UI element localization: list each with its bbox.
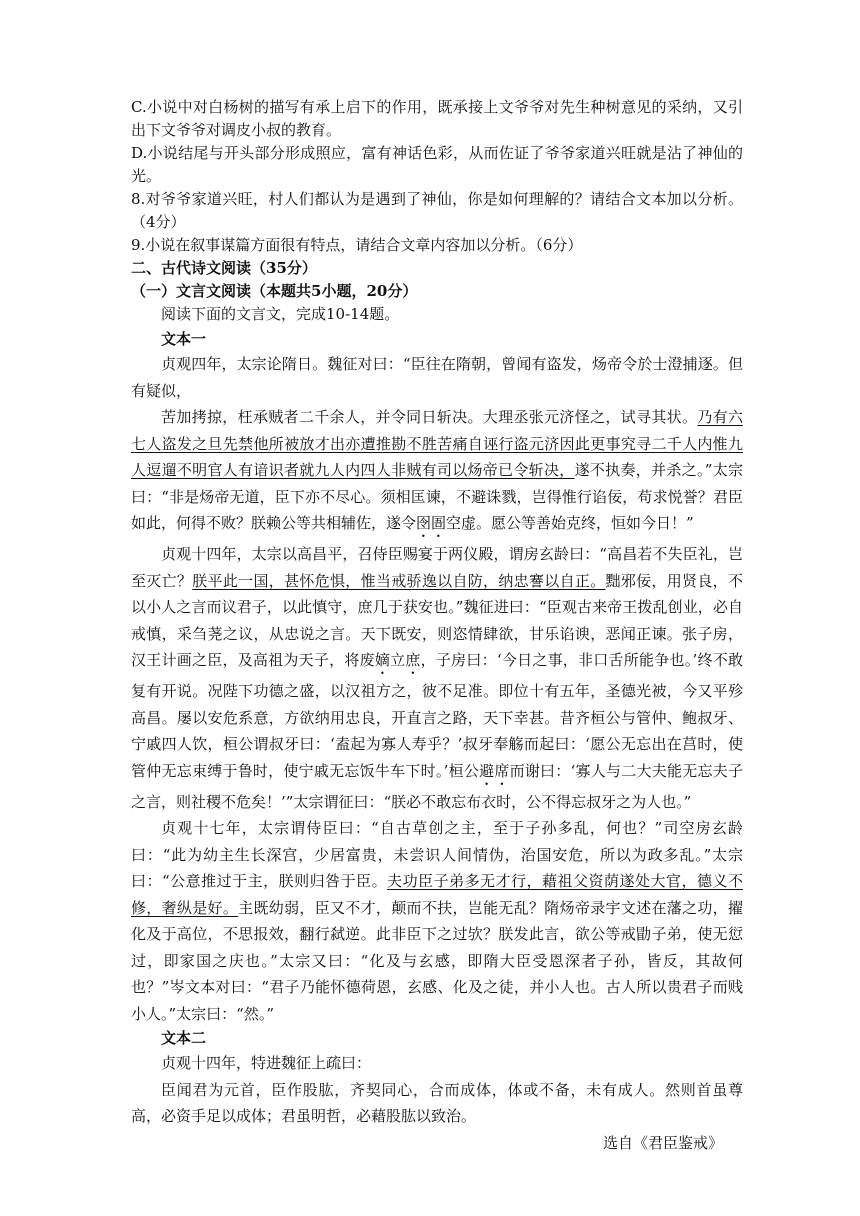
underlined-sentence-2: 朕平此一国，甚怀危惧，惟当戒骄逸以自防，纳忠謇以自正。 xyxy=(192,571,606,590)
subsection-heading: （一）文言文阅读（本题共5小题，20分） xyxy=(131,282,418,300)
dotted-word-di: 嫡 xyxy=(374,651,391,669)
text2-title: 文本二 xyxy=(161,1029,207,1047)
underlined-sentence-3: 夫功臣子弟多无才行，藉祖父资荫遂处大官，德义不修，奢纵是好。 xyxy=(131,872,743,917)
text1-p2-b: 遂不执奏，并杀之。”太宗曰：“非是炀帝无道，臣下亦不尽心。须相匡谏，不避诛戮，岂得惟行谄佞，苟求悦誉？君臣如此，何得不败？朕赖公等共相辅佐，遂令 xyxy=(131,461,743,532)
source-citation: 选自《君臣鉴戒》 xyxy=(602,1133,723,1152)
instruction: 阅读下面的文言文，完成10-14题。 xyxy=(161,305,400,323)
section-heading: 二、古代诗文阅读（35分） xyxy=(131,259,317,277)
option-c: C.小说中对白杨树的描写有承上启下的作用，既承接上文爷爷对先生种树意见的采纳，又引出下文爷爷对调皮小叔的教育。 xyxy=(131,98,743,139)
text1-p2-c: 空虚。愿公等善始克终，恒如今日！” xyxy=(446,514,694,532)
text1-paragraph-2 xyxy=(131,404,743,541)
question-8: 8.对爷爷家道兴旺，村人们都认为是遇到了神仙，你是如何理解的？请结合文本加以分析。（4分） xyxy=(131,190,743,231)
text1-p3-a: 贞观十四年，太宗以高昌平，召侍臣赐宴于两仪殿，谓房玄龄曰：“高昌若不失臣礼，岂至灭亡？ xyxy=(131,545,743,590)
text1-p2-a: 苦加拷掠，枉承贼者二千余人，并令同日斩决。大理丞张元济怪之，试寻其状。 xyxy=(161,408,698,426)
text1-paragraph-1: 贞观四年，太宗论隋日。魏征对曰：“臣往在隋朝，曾闻有盗发，炀帝令於士澄捕逐。但有疑似， xyxy=(131,355,743,400)
dotted-word-lingyu: 囹圄 xyxy=(416,514,447,532)
text1-body xyxy=(131,351,743,1027)
text1-p3-b: 黜邪佞，用贤良，不以小人之言而议君子，以此慎守，庶几于获安也。”魏征进曰：“臣观古来帝王拨乱创业，必自戒慎，采刍荛之议，从忠说之言。天下既安，则恣情肆欲，甘乐谄谀，恶闻正谏。张子房，汉王计画之臣，及高祖为天子，将废 xyxy=(131,571,743,669)
option-d: D.小说结尾与开头部分形成照应，富有神话色彩，从而佐证了爷爷家道兴旺就是沾了神仙的光。 xyxy=(131,144,743,185)
text2-paragraph-2: 臣闻君为元首，臣作股肱，齐契同心，合而成体，体或不备，未有成人。然则首虽尊高，必资手足以成体；君虽明哲，必藉股肱以致治。 xyxy=(131,1080,743,1125)
text1-p3-d: ，子房曰：‘今日之事，非口舌所能争也。’终不敢复有开说。况陛下功德之盛，以汉祖方之，彼不足准。即位十有五年，圣德光被，今又平殄高昌。屡以安危系意，方欲纳用忠良，开直言之路，天下幸甚。昔齐桓公与管仲、鲍叔牙、宁戚四人饮，桓公谓叔牙曰：‘盍起为寡人寿乎？’叔牙奉觞而起曰：‘愿公无忘出在莒时，使管仲无忘束缚于鲁时，使宁戚无忘饭牛车下时。’桓公 xyxy=(131,651,743,780)
document-page xyxy=(131,96,743,1156)
underlined-sentence-1: 乃有六七人盗发之旦先禁他所被放才出亦遭推勘不胜苦痛自诬行盗元济因此更事究寻二千人内惟九人逗遛不明官人有谙识者就九人内四人非贼有司以炀帝已令斩决， xyxy=(131,408,743,479)
text1-p4-a: 贞观十七年，太宗谓侍臣曰：“自古草创之主，至于子孙多乱，何也？”司空房玄龄曰：“此为幼主生长深宫，少居富贵，未尝识人间情伪，治国安危，所以为政多乱。”太宗曰：“公意推过于主，朕则归咎于臣。 xyxy=(131,819,743,890)
text1-paragraph-4 xyxy=(131,815,743,1027)
text1-paragraph-3 xyxy=(131,541,743,815)
text1-title: 文本一 xyxy=(161,330,207,348)
text1-p3-e: 而谢曰：‘寡人与二大夫能无忘夫子之言，则社稷不危矣！’”太宗谓征曰：“朕必不敢忘布衣时，公不得忘叔牙之为人也。” xyxy=(131,761,743,811)
question-9: 9.小说在叙事谋篇方面很有特点，请结合文章内容加以分析。（6分） xyxy=(131,236,583,254)
dotted-word-bixi: 避席 xyxy=(479,761,510,780)
text2-paragraph-1: 贞观十四年，特进魏征上疏曰： xyxy=(161,1054,372,1072)
text1-p3-c: 立 xyxy=(390,651,406,669)
text2-body xyxy=(131,1050,743,1156)
dotted-word-shu: 庶 xyxy=(405,651,421,669)
text1-p4-b: 主既幼弱，臣又不才，颠而不扶，岂能无乱？隋炀帝录宇文述在藩之功，擢化及于高位，不思报效，翻行弑逆。此非臣下之过欤？朕发此言，欲公等戒勖子弟，使无愆过，即家国之庆也。”太宗又曰：“化及与玄感，即隋大臣受恩深者子孙，皆反，其故何也？”岑文本对曰：“君子乃能怀德荷恩，玄感、化及之徒，并小人也。古人所以贵君子而贱小人。”太宗曰：“然。” xyxy=(131,898,743,1023)
